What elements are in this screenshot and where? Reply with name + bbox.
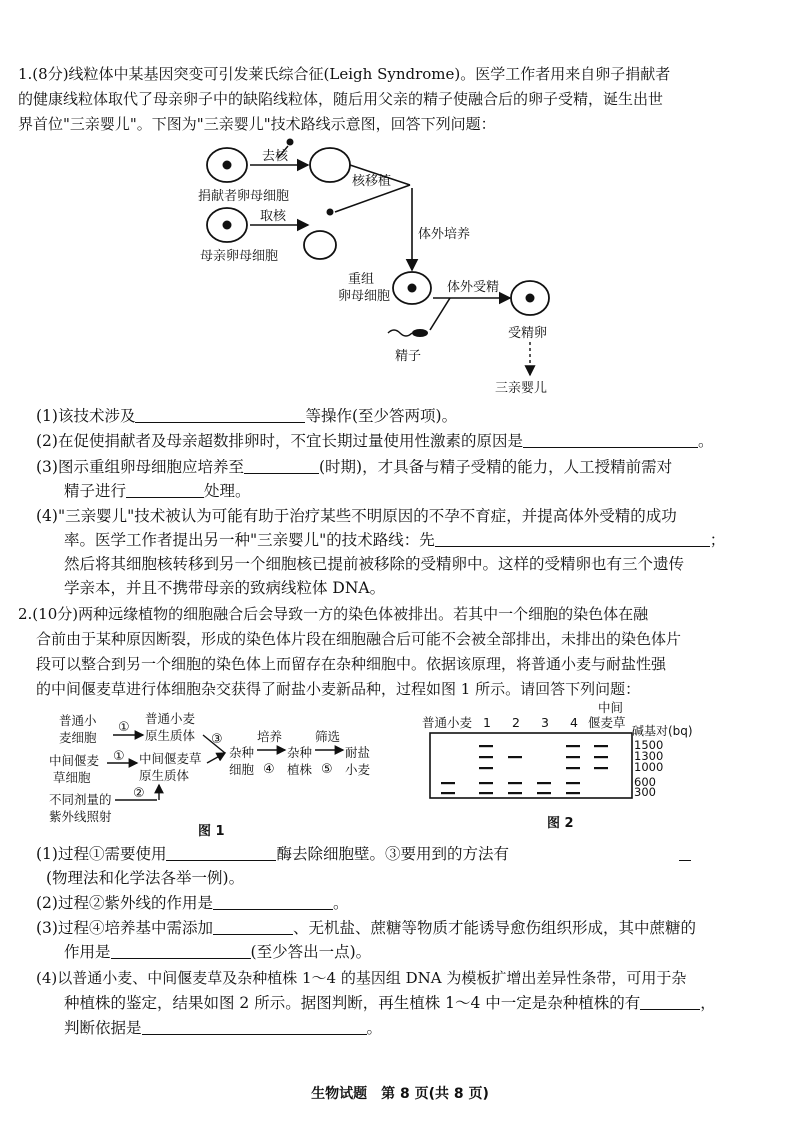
- gel-band: [537, 782, 551, 784]
- svg-text:筛选: 筛选: [315, 729, 341, 744]
- gel-band: [594, 745, 608, 747]
- svg-text:不同剂量的: 不同剂量的: [49, 792, 112, 807]
- gel-band: [479, 756, 493, 758]
- q1-sub3-cont: 精子进行 处理。: [64, 482, 251, 500]
- gel-band: [508, 792, 522, 794]
- q1-sub2: (2)在促使捐献者及母亲超数排卵时，不宜长期过量使用性激素的原因是 。: [36, 432, 714, 450]
- gel-band: [537, 792, 551, 794]
- q2-sub4-answer-blank-2[interactable]: [142, 1018, 367, 1035]
- q1-sub3-answer-blank-2[interactable]: [126, 481, 204, 498]
- step5-label: ⑤: [321, 762, 333, 777]
- q2-stem-line4: 的中间偃麦草进行体细胞杂交获得了耐盐小麦新品种，过程如图 1 所示。请回答下列问题：: [36, 680, 641, 698]
- svg-text:1500: 1500: [634, 738, 664, 752]
- q2-sub3: (3)过程④培养基中需添加 、无机盐、蔗糖等物质才能诱导愈伤组织形成，其中蔗糖的: [36, 919, 696, 937]
- gel-band: [479, 792, 493, 794]
- q1-stem-line1: 1.(8分)线粒体中某基因突变可引发莱氏综合征(Leigh Syndrome)。医学工作者用来自卵子捐献者: [18, 65, 671, 83]
- svg-text:1: 1: [483, 715, 491, 730]
- gel-bands: [441, 745, 608, 794]
- q1-sub4-answer-blank[interactable]: [435, 530, 710, 547]
- svg-text:1300: 1300: [634, 749, 664, 763]
- svg-text:普通小: 普通小: [59, 713, 97, 728]
- gel-frame: [430, 733, 632, 798]
- donor-cell-label: 捐献者卵母细胞: [198, 189, 290, 204]
- gel-band: [508, 782, 522, 784]
- svg-text:普通小麦: 普通小麦: [422, 715, 473, 730]
- q2-sub1-answer-blank-1[interactable]: [166, 844, 276, 861]
- q1-sub3: (3)图示重组卵母细胞应培养至 (时期)，才具备与精子受精的能力，人工授精前需对: [36, 458, 673, 476]
- q2-sub1-cont: (物理法和化学法各举一例)。: [46, 869, 245, 887]
- zygote-label: 受精卵: [508, 326, 548, 341]
- denucleate-label: 去核: [262, 149, 289, 164]
- svg-text:紫外线照射: 紫外线照射: [49, 809, 112, 824]
- gel-band: [479, 745, 493, 747]
- q2-sub2: (2)过程②紫外线的作用是 。: [36, 894, 349, 912]
- gel-band: [566, 792, 580, 794]
- q2-sub4-answer-blank-1[interactable]: [640, 993, 700, 1010]
- svg-text:原生质体: 原生质体: [145, 728, 196, 743]
- svg-text:草细胞: 草细胞: [53, 770, 91, 785]
- in-vitro-culture-label: 体外培养: [418, 227, 471, 242]
- baby-label: 三亲婴儿: [495, 381, 548, 396]
- q1-sub1: (1)该技术涉及 等操作(至少答两项)。: [36, 407, 458, 425]
- recombined-label: 重组: [348, 272, 375, 287]
- q2-sub2-answer-blank[interactable]: [213, 893, 333, 910]
- q2-sub4: (4)以普通小麦、中间偃麦草及杂种植株 1～4 的基因组 DNA 为模板扩增出差异性条带，可用于杂: [36, 969, 687, 987]
- q2-sub1-answer-blank-2[interactable]: [679, 844, 691, 861]
- page-footer: 生物试题 第 8 页(共 8 页): [311, 1086, 489, 1102]
- mother-cell-label: 母亲卵母细胞: [200, 249, 279, 264]
- q2-sub1: (1)过程①需要使用 酶去除细胞壁。③要用到的方法有: [36, 843, 691, 865]
- svg-text:麦细胞: 麦细胞: [59, 730, 97, 745]
- q1-stem-line3: 界首位"三亲婴儿"。下图为"三亲婴儿"技术路线示意图，回答下列问题：: [18, 115, 496, 133]
- svg-text:300: 300: [634, 785, 656, 799]
- step3-label: ③: [211, 732, 223, 747]
- gel-band: [441, 792, 455, 794]
- figure1-caption: 图 1: [198, 824, 225, 839]
- gel-band: [508, 756, 522, 758]
- q1-sub1-answer-blank[interactable]: [135, 406, 305, 423]
- q1-sub4-line2: 率。医学工作者提出另一种"三亲婴儿"的技术路线：先 ；: [64, 531, 726, 549]
- svg-text:培养: 培养: [257, 729, 283, 744]
- q2-stem-line3: 段可以整合到另一个细胞的染色体上而留存在杂种细胞中。依据该原理，将普通小麦与耐盐性强: [36, 655, 667, 673]
- gel-band: [566, 767, 580, 769]
- q1-sub4: (4)"三亲婴儿"技术被认为可能有助于治疗某些不明原因的不孕不育症，并提高体外受精的成功: [36, 507, 677, 525]
- q1-sub3-answer-blank-1[interactable]: [244, 457, 319, 474]
- step1b-label: ①: [113, 749, 125, 764]
- sperm-label: 精子: [395, 349, 422, 364]
- q2-sub3-cont: 作用是 (至少答出一点)。: [64, 943, 372, 961]
- q1-sub4-line3: 然后将其细胞核转移到另一个细胞核已提前被移除的受精卵中。这样的受精卵也有三个遗传: [64, 555, 685, 573]
- svg-text:杂种: 杂种: [287, 745, 313, 760]
- mother-enucleated-cell: [304, 231, 336, 259]
- enucleated-egg-cell: [310, 148, 350, 182]
- step4-label: ④: [263, 762, 275, 777]
- q2-sub3-answer-blank-2[interactable]: [111, 942, 251, 959]
- q1-sub4-line4: 学亲本，并且不携带母亲的致病线粒体 DNA。: [64, 579, 386, 597]
- q2-sub4-line3: 判断依据是 。: [64, 1019, 383, 1037]
- svg-text:600: 600: [634, 775, 656, 789]
- extract-nucleus-label: 取核: [260, 209, 287, 224]
- svg-text:杂种: 杂种: [229, 745, 255, 760]
- q2-sub3-answer-blank-1[interactable]: [213, 918, 293, 935]
- gel-band: [479, 782, 493, 784]
- recombined-cell-label: 卵母细胞: [338, 289, 391, 304]
- svg-text:4: 4: [570, 715, 578, 730]
- three-parent-baby-diagram: [190, 130, 570, 405]
- svg-text:普通小麦: 普通小麦: [145, 711, 196, 726]
- svg-text:植株: 植株: [287, 762, 313, 777]
- gel-band: [566, 745, 580, 747]
- figure2-gel: [420, 700, 700, 810]
- gel-band: [566, 782, 580, 784]
- svg-text:中间偃麦: 中间偃麦: [49, 753, 100, 768]
- gel-band: [566, 756, 580, 758]
- gel-band: [594, 767, 608, 769]
- svg-text:细胞: 细胞: [229, 762, 255, 777]
- svg-text:1000: 1000: [634, 760, 664, 774]
- q2-stem-line2: 合前由于某种原因断裂，形成的染色体片段在细胞融合后可能不会被全部排出，未排出的染色体片: [36, 630, 682, 648]
- q1-sub2-answer-blank[interactable]: [523, 431, 698, 448]
- q1-stem-line2: 的健康线粒体取代了母亲卵子中的缺陷线粒体，随后用父亲的精子使融合后的卵子受精，诞生出世: [18, 90, 664, 108]
- svg-text:耐盐: 耐盐: [345, 745, 371, 760]
- gel-band: [441, 782, 455, 784]
- svg-text:偃麦草: 偃麦草: [588, 715, 626, 730]
- svg-text:碱基对(bq): 碱基对(bq): [632, 724, 693, 738]
- svg-text:3: 3: [541, 715, 549, 730]
- svg-text:小麦: 小麦: [345, 762, 371, 777]
- q2-stem-line1: 2.(10分)两种远缘植物的细胞融合后会导致一方的染色体被排出。若其中一个细胞的染色体在融: [18, 605, 649, 623]
- svg-text:中间: 中间: [598, 700, 624, 715]
- step2-label: ②: [133, 786, 145, 801]
- figure2-caption: 图 2: [547, 816, 574, 831]
- figure1-fusion-flow: [45, 705, 405, 825]
- q2-sub4-line2: 种植株的鉴定，结果如图 2 所示。据图判断，再生植株 1～4 中一定是杂种植株的有 ，: [64, 994, 716, 1012]
- svg-text:2: 2: [512, 715, 520, 730]
- gel-band: [479, 767, 493, 769]
- nuclear-transfer-label: 核移植: [352, 174, 392, 189]
- step1-label: ①: [118, 720, 130, 735]
- gel-band: [594, 756, 608, 758]
- svg-text:中间偃麦草: 中间偃麦草: [139, 751, 202, 766]
- ivf-label: 体外受精: [447, 280, 500, 295]
- svg-text:原生质体: 原生质体: [139, 768, 190, 783]
